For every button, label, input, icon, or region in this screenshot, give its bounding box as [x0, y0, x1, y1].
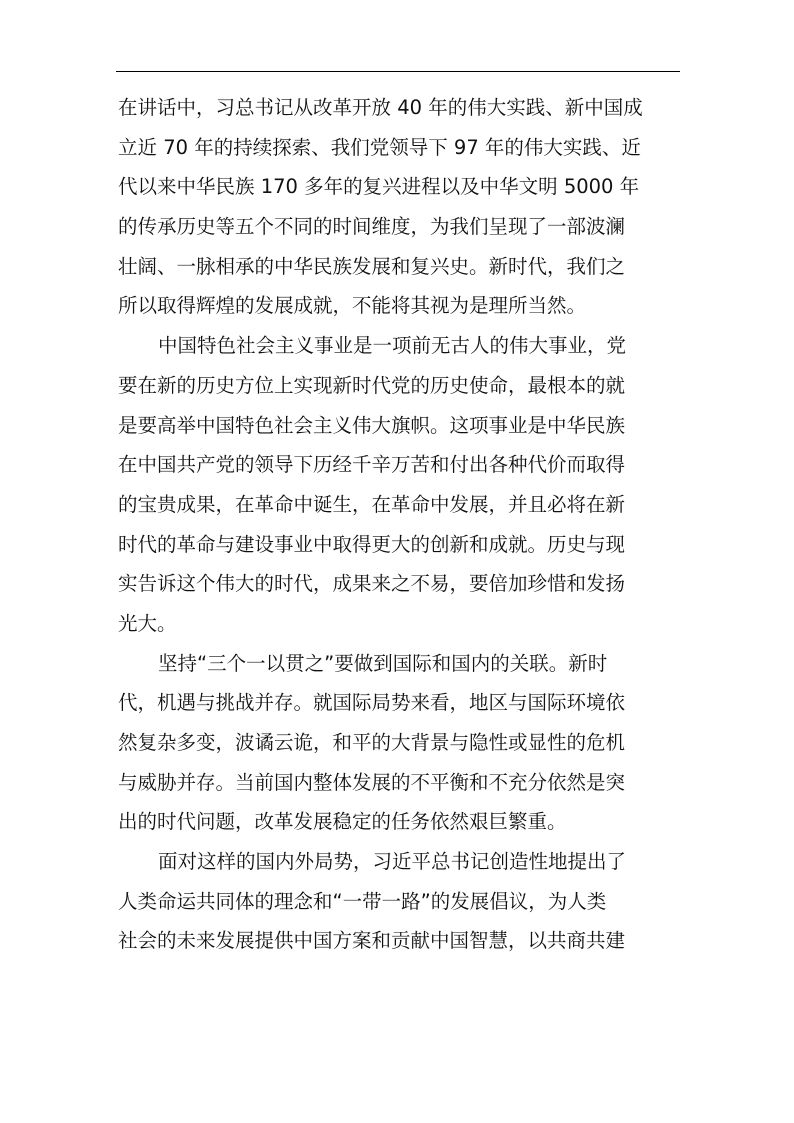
text-line: 壮阔、一脉相承的中华民族发展和复兴史。新时代，我们之: [118, 254, 626, 278]
paragraph-3: [118, 644, 682, 842]
text-line: 光大。: [118, 611, 177, 635]
header-rule: [116, 71, 680, 72]
text-line: 在讲话中，习总书记从改革开放 40 年的伟大实践、新中国成: [118, 96, 643, 119]
text-line: 面对这样的国内外局势，习近平总书记创造性地提出了: [158, 850, 627, 874]
paragraph-1: [118, 88, 682, 326]
text-line: 所以取得辉煌的发展成就，不能将其视为是理所当然。: [118, 294, 587, 318]
text-line: 立近 70 年的持续探索、我们党领导下 97 年的伟大实践、近: [118, 135, 641, 159]
text-line: 在中国共产党的领导下历经千辛万苦和付出各种代价而取得: [118, 453, 626, 477]
text-line: 代，机遇与挑战并存。就国际局势来看，地区与国际环境依: [118, 691, 626, 715]
text-line: 与威胁并存。当前国内整体发展的不平衡和不充分依然是突: [118, 770, 626, 794]
paragraph-4: [118, 842, 682, 961]
text-line: 社会的未来发展提供中国方案和贡献中国智慧，以共商共建: [118, 929, 626, 953]
text-line: 的宝贵成果，在革命中诞生，在革命中发展，并且必将在新: [118, 492, 626, 516]
text-line: 实告诉这个伟大的时代，成果来之不易，要倍加珍惜和发扬: [118, 572, 626, 596]
text-line: 中国特色社会主义事业是一项前无古人的伟大事业，党: [158, 334, 627, 358]
text-line: 出的时代问题，改革发展稳定的任务依然艰巨繁重。: [118, 810, 567, 834]
text-line: 的传承历史等五个不同的时间维度，为我们呈现了一部波澜: [118, 215, 626, 239]
text-line: 时代的革命与建设事业中取得更大的创新和成就。历史与现: [118, 532, 626, 556]
text-line: 是要高举中国特色社会主义伟大旗帜。这项事业是中华民族: [118, 413, 626, 437]
text-line: 要在新的历史方位上实现新时代党的历史使命，最根本的就: [118, 373, 626, 397]
text-line: 然复杂多变，波谲云诡，和平的大背景与隐性或显性的危机: [118, 731, 626, 754]
document-body: [118, 88, 682, 961]
text-line: 人类命运共同体的理念和“一带一路”的发展倡议，为人类: [118, 889, 607, 913]
text-line: 代以来中华民族 170 多年的复兴进程以及中华文明 5000 年: [118, 175, 640, 199]
paragraph-2: [118, 326, 682, 644]
text-line: 坚持“三个一以贯之”要做到国际和国内的关联。新时: [158, 651, 608, 675]
